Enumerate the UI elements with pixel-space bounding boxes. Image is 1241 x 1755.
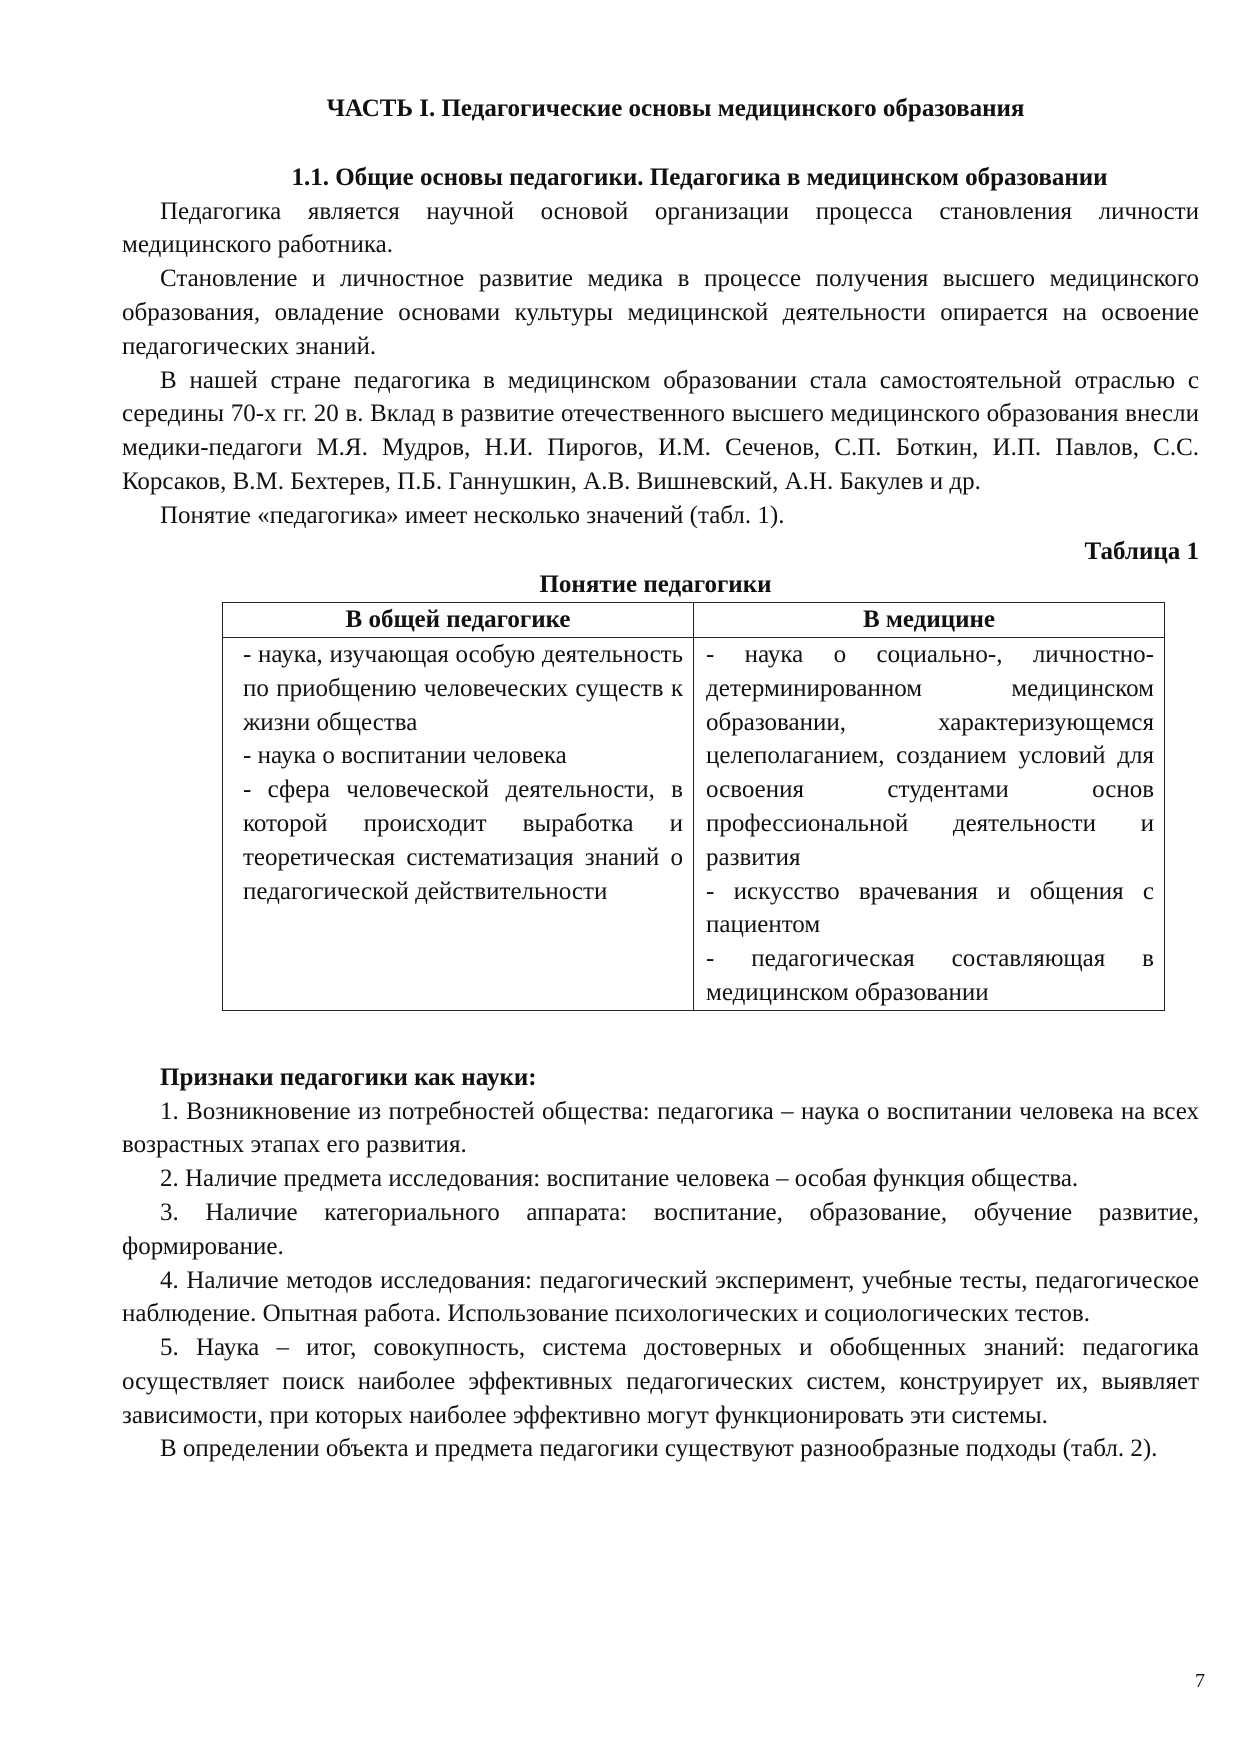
list-item: 5. Наука – итог, совокупность, система достоверных и обобщенных знаний: педагогика осуществляет поиск наиболее эффективных педагогических систем, конструирует их, выявляет зависимости, при которых наиболее эффективно могут функционировать эти системы. (122, 1334, 1199, 1429)
paragraph: Понятие «педагогика» имеет несколько значений (табл. 1). (160, 501, 785, 529)
table-item: - наука, изучающая особую деятельность по приобщению человеческих существ к жизни общества (243, 640, 683, 736)
table-header-cell: В медицине (694, 603, 1165, 638)
table-header-cell: В общей педагогике (223, 603, 694, 638)
table-cell-general (223, 637, 694, 1010)
paragraph: Становление и личностное развитие медика в процессе получения высшего медицинского образования, овладение основами культуры медицинской деятельности опирается на освоение педагогических знаний. (122, 265, 1199, 360)
table-item: - педагогическая составляющая в медицинском образовании (706, 945, 1154, 1006)
table-item: - наука о социально-, личностно-детерминированном медицинском образовании, характеризующемся целеполаганием, созданием условий для освоения студентами основ профессиональной деятельности и развития (706, 640, 1154, 871)
pedagogy-concept-table (222, 602, 1165, 1011)
part-title: ЧАСТЬ I. Педагогические основы медицинского образования (326, 95, 1025, 122)
signs-heading: Признаки педагогики как науки: (160, 1063, 537, 1091)
table-item: - наука о воспитании человека (243, 742, 567, 770)
table-item: - сфера человеческой деятельности, в которой происходит выработка и теоретическая систематизация знаний о педагогической действительности (243, 776, 683, 905)
table-item: - искусство врачевания и общения с пациентом (706, 877, 1154, 939)
table-cell-medicine (694, 637, 1165, 1010)
section-title: 1.1. Общие основы педагогики. Педагогика в медицинском образовании (291, 163, 1108, 191)
paragraph: В определении объекта и предмета педагогики существуют разнообразные подходы (табл. 2). (160, 1435, 1158, 1463)
paragraph: Педагогика является научной основой организации процесса становления личности медицинского работника. (122, 197, 1199, 259)
table-title: Понятие педагогики (539, 571, 772, 599)
table-label: Таблица 1 (1084, 537, 1199, 565)
page-number: 7 (1195, 1670, 1205, 1692)
table-header-row (223, 603, 1165, 638)
document-page (122, 92, 1199, 1466)
list-item: 1. Возникновение из потребностей общества: педагогика – наука о воспитании человека на всех возрастных этапах его развития. (122, 1097, 1199, 1159)
list-item: 3. Наличие категориального аппарата: воспитание, образование, обучение развитие, формирование. (122, 1198, 1199, 1260)
list-item: 2. Наличие предмета исследования: воспитание человека – особая функция общества. (160, 1165, 1079, 1193)
list-item: 4. Наличие методов исследования: педагогический эксперимент, учебные тесты, педагогическое наблюдение. Опытная работа. Использование психологических и социологических тестов. (122, 1266, 1199, 1328)
table-row (223, 637, 1165, 1010)
paragraph: В нашей стране педагогика в медицинском образовании стала самостоятельной отраслью с середины 70-х гг. 20 в. Вклад в развитие отечественного высшего медицинского образования внесли медики-педагоги М.Я. Мудров, Н.И. Пирогов, И.М. Сеченов, С.П. Боткин, И.П. Павлов, С.С. Корсаков, В.М. Бехтерев, П.Б. Ганнушкин, А.В. Вишневский, А.Н. Бакулев и др. (122, 366, 1199, 495)
